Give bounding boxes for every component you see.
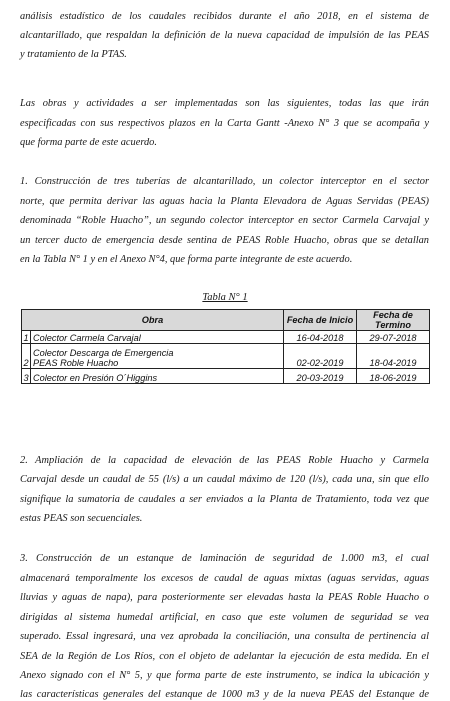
row-number: 2 — [22, 344, 31, 369]
text-line: 2. Ampliación de la capacidad de elevación de las PEAS Roble Huacho y Carmela — [20, 455, 429, 466]
row-fecha-termino: 29-07-2018 — [357, 331, 430, 344]
row-obra: Colector en Presión O´Higgins — [31, 369, 284, 384]
text-line: denominada “Roble Huacho”, un segundo colector interceptor en sector Carmela Carvajal y — [20, 215, 429, 226]
row-obra: Colector Carmela Carvajal — [31, 331, 284, 344]
text-line: análisis estadístico de los caudales recibidos durante el año 2018, en el sistema de — [20, 11, 429, 22]
text-line: lluvias y aguas de napa), para posteriormente ser elevadas hasta la PEAS Roble Huacho o — [20, 592, 429, 603]
text-line: que forma parte de este acuerdo. — [20, 137, 157, 148]
text-line: almacenará temporalmente los excesos de caudal de aguas mixtas (aguas servidas, aguas — [20, 573, 429, 584]
text-line: alcantarillado, que respaldan la definición de la nueva capacidad de impulsión de las PEAS — [20, 30, 429, 41]
header-fecha-termino: Fecha de Termino — [357, 310, 430, 331]
text-line: en la Tabla N° 1 y en el Anexo N°4, que forma parte integrante de este acuerdo. — [20, 254, 353, 265]
text-line: 1. Construcción de tres tuberías de alcantarillado, un colector interceptor en el sector — [20, 176, 429, 187]
text-line: superado. Essal ingresará, una vez aprobada la conciliación, una consulta de pertinencia al — [20, 631, 429, 642]
text-line: norte, que permita derivar las aguas hacia la Planta Elevadora de Aguas Servidas (PEAS) — [20, 196, 429, 207]
works-table — [21, 309, 430, 384]
text-line: Anexo signado con el N° 5, y que forma parte de este instrumento, se indica la ubicación y — [20, 670, 429, 681]
header-obra: Obra — [22, 310, 284, 331]
row-fecha-inicio: 16-04-2018 — [284, 331, 357, 344]
text-line: 3. Construcción de un estanque de laminación de seguridad de 1.000 m3, el cual — [20, 553, 429, 564]
text-line: estas PEAS son secuenciales. — [20, 513, 143, 524]
text-line: y tratamiento de la PTAS. — [20, 49, 127, 60]
row-fecha-inicio: 02-02-2019 — [284, 344, 357, 369]
table-row — [22, 369, 430, 384]
text-line: SEA de la Región de Los Ríos, con el objeto de adelantar la ejecución de esta medida. En el — [20, 651, 429, 662]
text-line: especificadas con sus respectivos plazos en la Carta Gantt -Anexo N° 3 que se acompaña y — [20, 118, 429, 129]
text-line: las características generales del estanque de 1000 m3 y de la nueva PEAS del Estanque de — [20, 689, 429, 700]
header-fecha-inicio: Fecha de Inicio — [284, 310, 357, 331]
row-number: 1 — [22, 331, 31, 344]
table-caption: Tabla N° 1 — [202, 292, 248, 303]
text-line: Carvajal desde un caudal de 55 (l/s) a un caudal máximo de 120 (l/s), cada una, sin que ello — [20, 474, 429, 485]
text-line: dirigidas al sistema humedal artificial, en caso que este volumen de seguridad se vea — [20, 612, 429, 623]
table-row — [22, 331, 430, 344]
row-fecha-termino: 18-04-2019 — [357, 344, 430, 369]
row-obra: Colector Descarga de Emergencia PEAS Roble Huacho — [31, 344, 284, 369]
text-line: Las obras y actividades a ser implementadas son las siguientes, todas las que irán — [20, 98, 429, 109]
table-header-row — [22, 310, 430, 331]
row-fecha-inicio: 20-03-2019 — [284, 369, 357, 384]
table-row — [22, 344, 430, 369]
text-line: signifique la sumatoria de caudales a ser enviados a la Planta de Tratamiento, toda vez que — [20, 494, 429, 505]
text-line: un tercer ducto de emergencia desde sentina de PEAS Roble Huacho, obras que se detallan — [20, 235, 429, 246]
row-number: 3 — [22, 369, 31, 384]
row-fecha-termino: 18-06-2019 — [357, 369, 430, 384]
